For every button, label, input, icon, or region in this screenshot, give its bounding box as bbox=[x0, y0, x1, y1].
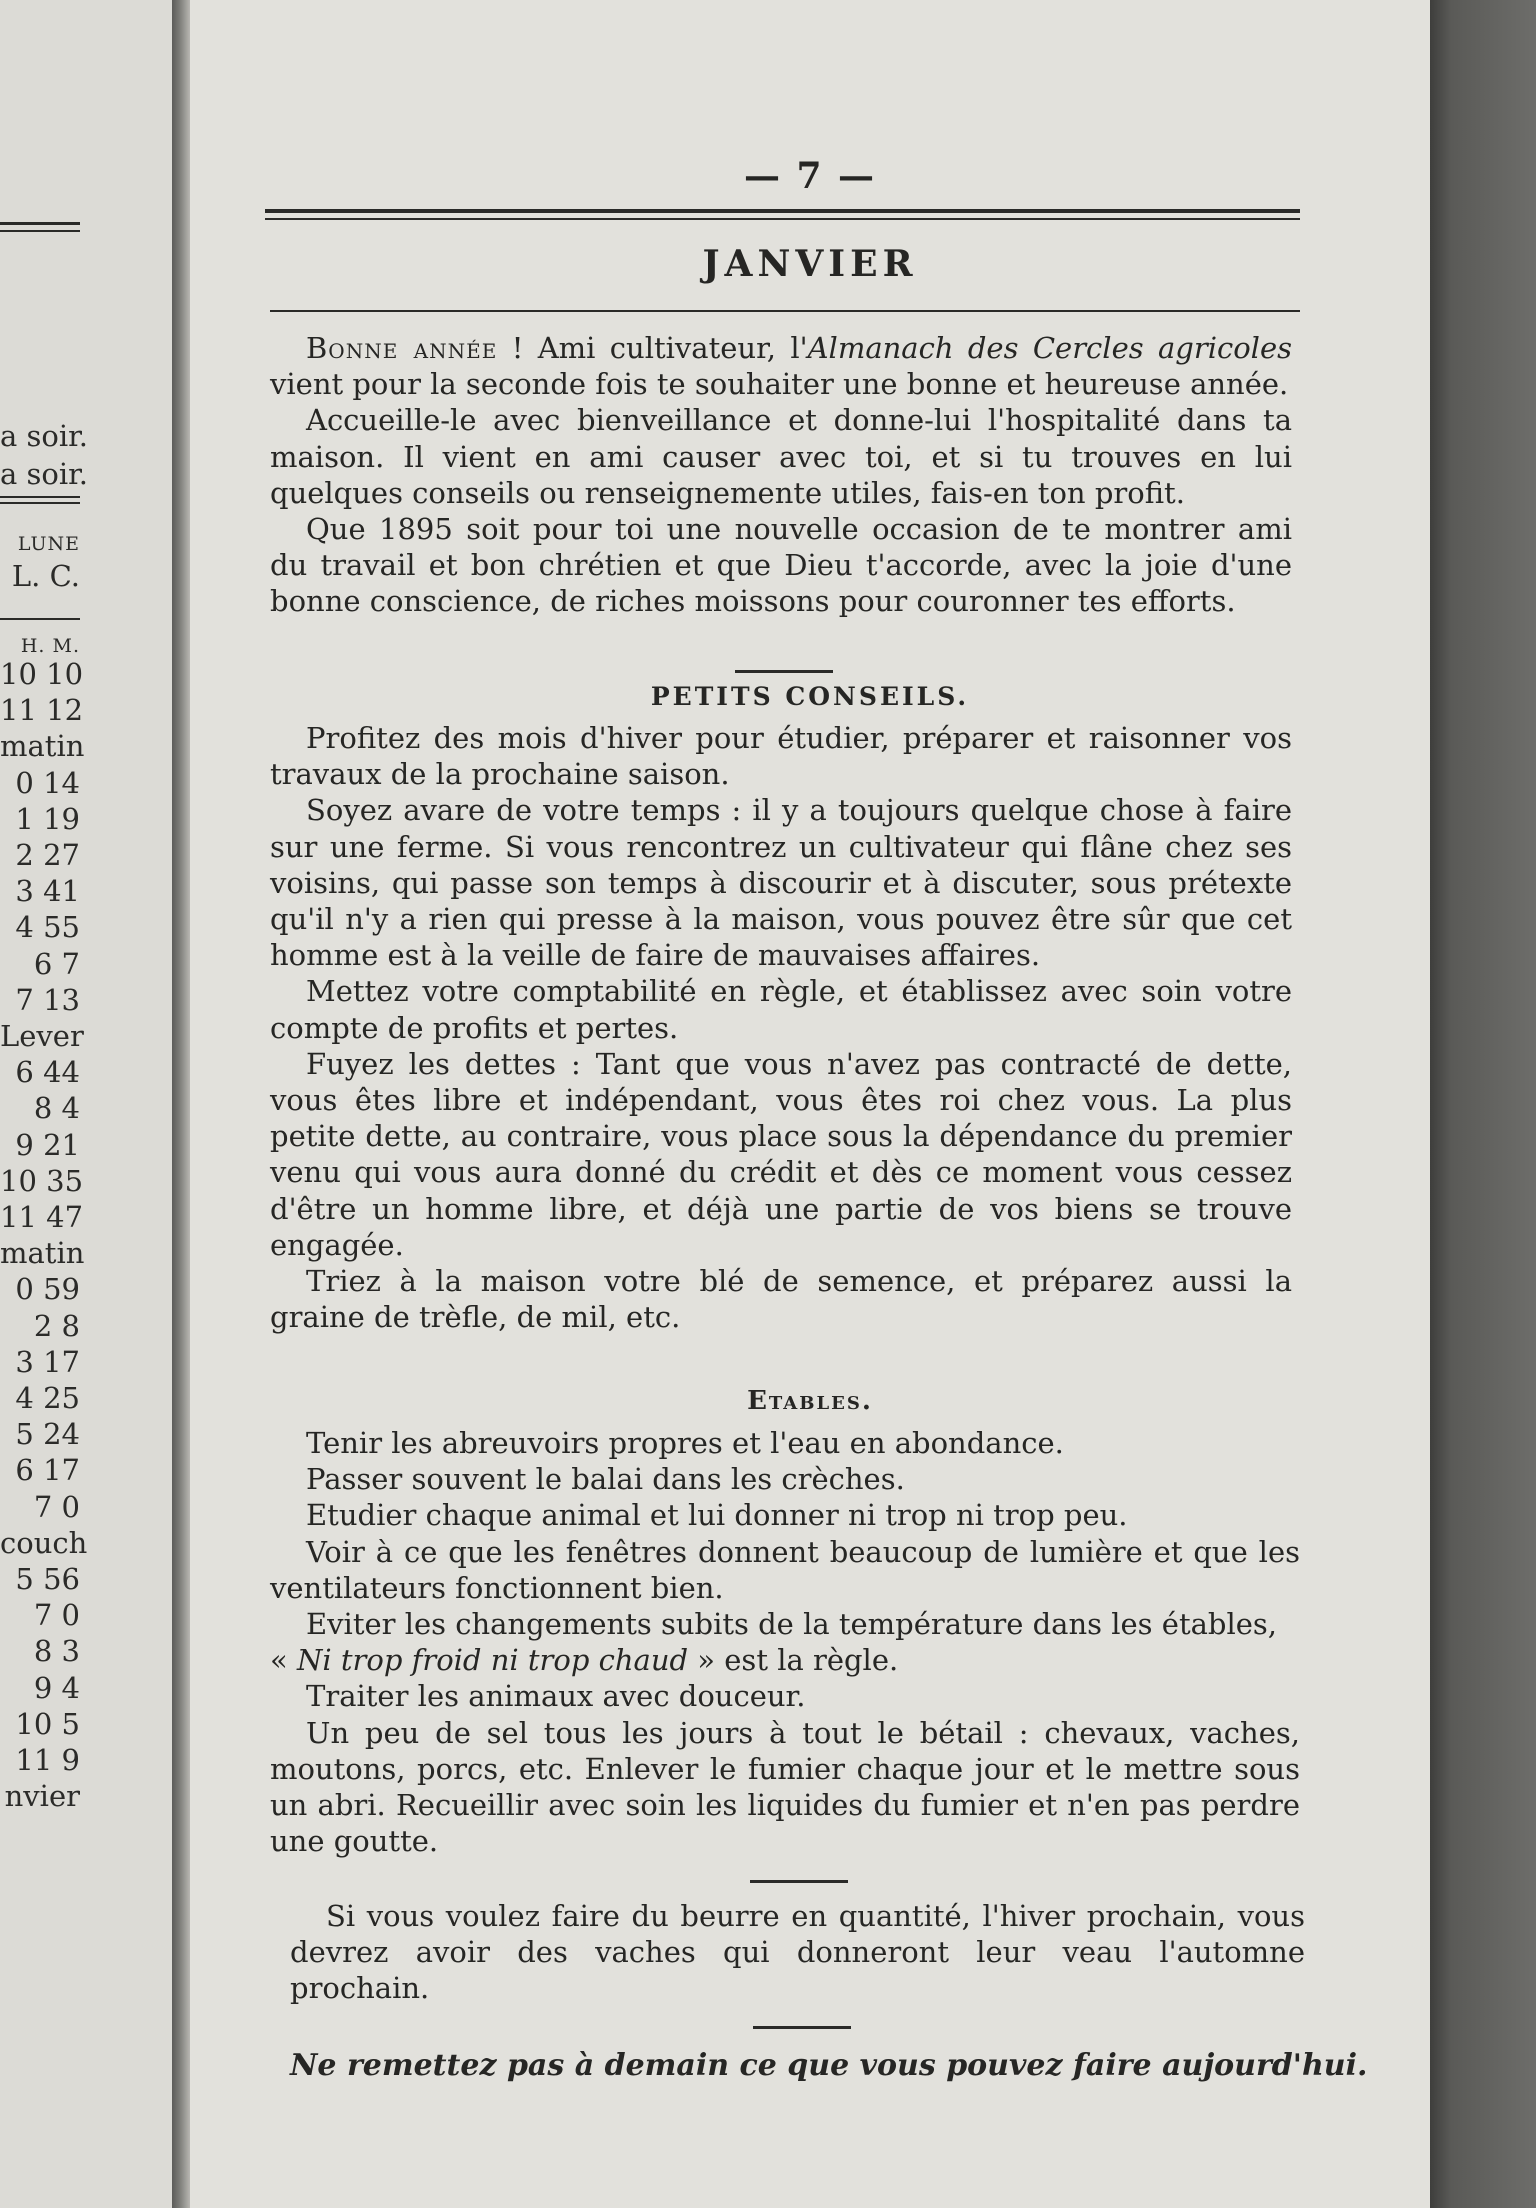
left-page-fragment bbox=[0, 0, 172, 2208]
intro-p1-end: vient pour la seconde fois te souhaiter une bonne et heureuse année. bbox=[270, 367, 1289, 402]
left-row-value: 6 7 bbox=[33, 946, 80, 981]
left-rule-mid bbox=[0, 496, 80, 498]
conseil-paragraph: Triez à la maison votre blé de semence, et préparez aussi la graine de trèfle, de mil, etc. bbox=[270, 1264, 1292, 1335]
book-gutter bbox=[172, 0, 190, 2208]
intro-p1-rest: ! Ami cultivateur, l' bbox=[497, 331, 808, 365]
left-row-value: 10 5 bbox=[15, 1706, 80, 1741]
etables-line: Tenir les abreuvoirs propres et l'eau en abondance. bbox=[306, 1426, 1064, 1460]
month-rule bbox=[270, 310, 1300, 312]
left-row-value: 8 3 bbox=[33, 1634, 80, 1669]
beurre-text bbox=[290, 1898, 1305, 2007]
left-row-value: 2 27 bbox=[15, 838, 80, 872]
left-rule-mid-2 bbox=[0, 502, 80, 504]
closing-motto: Ne remettez pas à demain ce que vous pouvez faire aujourd'hui. bbox=[290, 2048, 1368, 2083]
left-row-value: 7 13 bbox=[15, 982, 80, 1017]
etables-text bbox=[270, 1425, 1300, 1859]
petits-conseils-heading: PETITS CONSEILS. bbox=[650, 682, 970, 711]
conseil-paragraph: Profitez des mois d'hiver pour étudier, préparer et raisonner vos travaux de la prochaine saison. bbox=[270, 721, 1292, 792]
left-rule-lc bbox=[0, 618, 80, 620]
page-7 bbox=[190, 0, 1430, 2208]
header-double-rule bbox=[265, 209, 1300, 213]
section-divider bbox=[735, 670, 833, 673]
left-line: a soir. bbox=[0, 457, 89, 491]
left-row-value: Lever bbox=[0, 1019, 84, 1053]
intro-p3: Que 1895 soit pour toi une nouvelle occasion de te montrer ami du travail et bon chrétien et que Dieu t'accorde, avec la joie d'une bonne conscience, de riches moissons pour couronner tes efforts. bbox=[270, 512, 1292, 619]
left-rule-top-2 bbox=[0, 230, 80, 232]
etables-line: Passer souvent le balai dans les crèches. bbox=[306, 1462, 905, 1497]
month-title: JANVIER bbox=[702, 243, 918, 285]
etables-eviter bbox=[270, 1606, 1300, 1678]
etables-line: Voir à ce que les fenêtres donnent beaucoup de lumière et que les ventilateurs fonctionnent bien. bbox=[270, 1534, 1300, 1605]
left-row-value: 7 0 bbox=[33, 1598, 80, 1633]
conseil-paragraph: Fuyez les dettes : Tant que vous n'avez pas contracté de dette, vous êtes libre et indépendant, vous êtes roi chez vous. La plus petite dette, au contraire, vous place sous la dépendance du premier venu qui vous aura donné du crédit et dès ce moment vous cessez d'être un homme libre, et déjà une partie de vos biens se trouve engagée. bbox=[270, 1046, 1292, 1262]
left-row-value: 11 47 bbox=[0, 1200, 84, 1234]
etables-line: Traiter les animaux avec douceur. bbox=[306, 1679, 806, 1714]
left-row-value: nvier bbox=[4, 1779, 80, 1814]
left-row-value: 9 4 bbox=[33, 1670, 80, 1705]
left-row-value: 10 35 bbox=[0, 1163, 84, 1198]
etables-line: Etudier chaque animal et lui donner ni trop ni trop peu. bbox=[306, 1498, 1128, 1533]
left-row-value: 3 17 bbox=[15, 1344, 80, 1379]
section-divider-3 bbox=[753, 2026, 851, 2029]
left-row-value: 5 24 bbox=[15, 1417, 80, 1452]
etables-heading: Etables. bbox=[747, 1386, 873, 1416]
left-row-value: 4 55 bbox=[15, 910, 80, 945]
left-hm-header: H. M. bbox=[20, 635, 80, 657]
left-row-value: 11 12 bbox=[0, 693, 84, 728]
left-row-value: matin bbox=[0, 1236, 85, 1271]
left-row-value: 3 41 bbox=[15, 874, 80, 909]
eviter-text: Eviter les changements subits de la température dans les étables, bbox=[306, 1607, 1277, 1642]
quote-open: « bbox=[270, 1643, 297, 1678]
quote-close: » est la règle. bbox=[688, 1643, 899, 1678]
left-row-value: 7 0 bbox=[33, 1489, 80, 1524]
page-edge-shadow bbox=[1430, 0, 1536, 2208]
intro-text bbox=[270, 330, 1292, 620]
etables-line: Un peu de sel tous les jours à tout le bétail : chevaux, vaches, moutons, porcs, etc. Enlever le fumier chaque jour et le mettre sous un abri. Recueillir avec soin les liquides du fumier et n'en pas perdre une goutte. bbox=[270, 1715, 1300, 1859]
left-row-value: 0 59 bbox=[15, 1272, 80, 1307]
left-row-value: 1 19 bbox=[15, 801, 80, 836]
left-row-value: 10 10 bbox=[0, 657, 84, 691]
header-double-rule-2 bbox=[265, 218, 1300, 220]
petits-conseils-text bbox=[270, 720, 1292, 1335]
intro-p2: Accueille-le avec bienveillance et donne-lui l'hospitalité dans ta maison. Il vient en ami causer avec toi, et si tu trouves en lui quelques conseils ou renseignemente utiles, fais-en ton profit. bbox=[270, 403, 1292, 510]
left-row-value: 0 14 bbox=[15, 765, 80, 800]
left-line: a soir. bbox=[0, 419, 89, 453]
left-rule-top bbox=[0, 222, 80, 225]
section-divider-2 bbox=[750, 1880, 848, 1883]
left-row-value: 4 25 bbox=[15, 1381, 80, 1415]
left-row-value: 6 44 bbox=[15, 1055, 80, 1090]
beurre-paragraph: Si vous voulez faire du beurre en quantité, l'hiver prochain, vous devrez avoir des vaches qui donneront leur veau l'automne prochain. bbox=[290, 1899, 1305, 2006]
conseil-paragraph: Mettez votre comptabilité en règle, et établissez avec soin votre compte de profits et pertes. bbox=[270, 974, 1292, 1045]
left-lune-header: LUNE bbox=[17, 533, 80, 555]
left-row-value: 8 4 bbox=[33, 1091, 80, 1126]
left-row-value: 6 17 bbox=[15, 1453, 80, 1488]
left-row-value: 9 21 bbox=[15, 1127, 80, 1162]
quote-text: Ni trop froid ni trop chaud bbox=[296, 1643, 689, 1678]
left-row-value: couch bbox=[0, 1525, 88, 1560]
page-number: — 7 — bbox=[743, 155, 877, 197]
left-row-value: 11 9 bbox=[15, 1743, 80, 1777]
left-row-value: 5 56 bbox=[15, 1562, 80, 1596]
almanach-title: Almanach des Cercles agricoles bbox=[807, 331, 1292, 365]
conseil-paragraph: Soyez avare de votre temps : il y a toujours quelque chose à faire sur une ferme. Si vous rencontrez un cultivateur qui flâne chez ses voisins, qui passe son temps à discourir et à discuter, sous prétexte qu'il n'y a rien qui presse à la maison, vous pouvez être sûr que cet homme est à la veille de faire de mauvaises affaires. bbox=[270, 793, 1292, 973]
left-lc-label: L. C. bbox=[11, 559, 80, 593]
intro-lead: Bonne année bbox=[306, 331, 498, 365]
left-row-value: matin bbox=[0, 729, 85, 764]
left-row-value: 2 8 bbox=[33, 1308, 80, 1343]
